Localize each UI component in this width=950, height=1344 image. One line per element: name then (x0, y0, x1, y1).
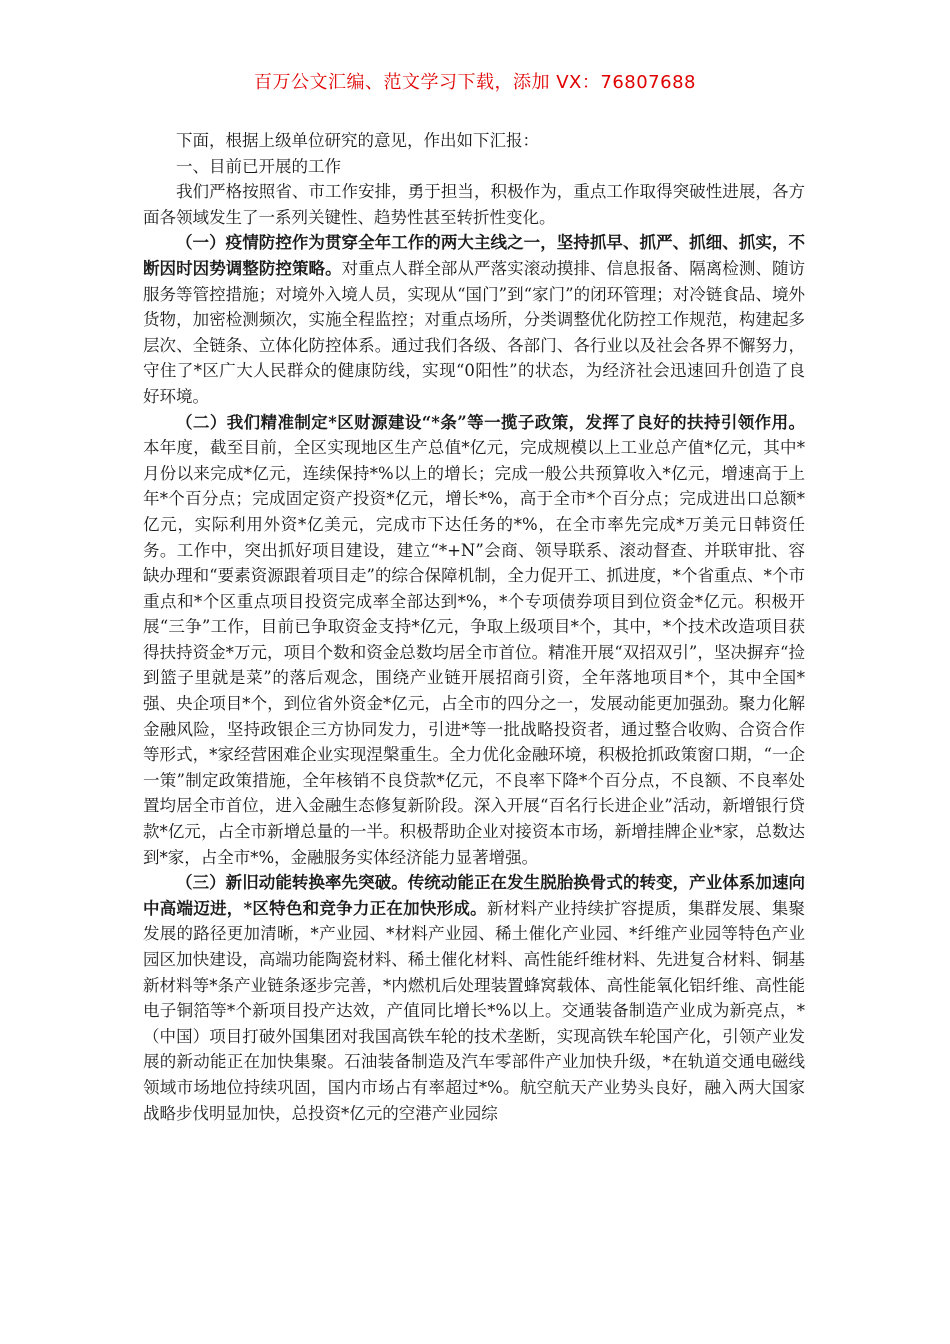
header-banner: 百万公文汇编、范文学习下载，添加 VX：76807688 (254, 72, 696, 93)
paragraph-lead: （二）我们精准制定*区财源建设“*条”等一揽子政策，发挥了良好的扶持引领作用。 (176, 412, 805, 432)
paragraph-lead: （一）疫情防控作为贯穿全年工作的两大主线之一，坚持抓早、抓严、抓细、抓实，不断因时因势调整防控策略。 (143, 233, 805, 278)
paragraph-text: 新材料产业持续扩容提质，集群发展、集聚发展的路径更加清晰，*产业园、*材料产业园、稀土催化产业园、*纤维产业园等特色产业园区加快建设，高端功能陶瓷材料、稀土催化材料、高性能纤维材料、先进复合材料、铜基新材料等*条产业链条逐步完善，*内燃机后处理装置蜂窝载体、高性能氧化铝纤维、高性能电子铜箔等*个新项目投产达效，产值同比增长*%以上。交通装备制造产业成为新亮点，*（中国）项目打破外国集团对我国高铁车轮的技术垄断，实现高铁车轮国产化，引领产业发展的新动能正在加快集聚。石油装备制造及汽车零部件产业加快升级，*在轨道交通电磁线领域市场地位持续巩固，国内市场占有率超过*%。航空航天产业势头良好，融入两大国家战略步伐明显加快，总投资*亿元的空港产业园综 (143, 898, 805, 1123)
paragraph-text: 本年度，截至目前，全区实现地区生产总值*亿元，完成规模以上工业总产值*亿元，其中*月份以来完成*亿元，连续保持*%以上的增长；完成一般公共预算收入*亿元，增速高于上年*个百分点；完成固定资产投资*亿元，增长*%，高于全市*个百分点；完成进出口总额*亿元，实际利用外资*亿美元，完成市下达任务的*%，在全市率先完成*万美元日韩资任务。工作中，突出抓好项目建设，建立“*+N”会商、领导联系、滚动督查、并联审批、容缺办理和“要素资源跟着项目走”的综合保障机制，全力促开工、抓进度，*个省重点、*个市重点和*个区重点项目投资完成率全部达到*%，*个专项债券项目到位资金*亿元。积极开展“三争”工作，目前已争取资金支持*亿元，争取上级项目*个，其中，*个技术改造项目获得扶持资金*万元，项目个数和资金总数均居全市首位。精准开展“双招双引”，坚决摒弃“捡到篮子里就是菜”的落后观念，围绕产业链开展招商引资，全年落地项目*个，其中全国*强、央企项目*个，到位省外资金*亿元，占全市的四分之一，发展动能更加强劲。聚力化解金融风险，坚持政银企三方协同发力，引进*等一批战略投资者，通过整合收购、合资合作等形式，*家经营困难企业实现涅槃重生。全力优化金融环境，积极抢抓政策窗口期，“一企一策”制定政策措施，全年核销不良贷款*亿元，不良率下降*个百分点，不良额、不良率处置均居全市首位，进入金融生态修复新阶段。深入开展“百名行长进企业”活动，新增银行贷款*亿元，占全市新增总量的一半。积极帮助企业对接资本市场，新增挂牌企业*家，总数达到*家，占全市*%，金融服务实体经济能力显著增强。 (143, 438, 805, 867)
section-intro-paragraph: 我们严格按照省、市工作安排，勇于担当，积极作为，重点工作取得突破性进展，各方面各领域发生了一系列关键性、趋势性甚至转折性变化。 (143, 182, 805, 227)
section-heading: 一、目前已开展的工作 (176, 156, 341, 176)
paragraph-text: 对重点人群全部从严落实滚动摸排、信息报备、隔离检测、随访服务等管控措施；对境外入境人员，实现从“国门”到“家门”的闭环管理；对冷链食品、境外货物，加密检测频次，实施全程监控；对重点场所，分类调整优化防控工作规范，构建起多层次、全链条、立体化防控体系。通过我们各级、各部门、各行业以及社会各界不懈努力，守住了*区广大人民群众的健康防线，实现“0阳性”的状态，为经济社会迅速回升创造了良好环境。 (143, 258, 806, 406)
paragraph-epidemic-prevention (143, 230, 805, 409)
paragraph-fiscal-policy (143, 410, 805, 871)
intro-paragraph: 下面，根据上级单位研究的意见，作出如下汇报： (176, 131, 539, 150)
paragraph-lead: （三）新旧动能转换率先突破。传统动能正在发生脱胎换骨式的转变，产业体系加速向中高端迈进，*区特色和竞争力正在加快形成。 (143, 873, 805, 918)
document-body (143, 128, 805, 1126)
paragraph-momentum-conversion (143, 870, 805, 1126)
